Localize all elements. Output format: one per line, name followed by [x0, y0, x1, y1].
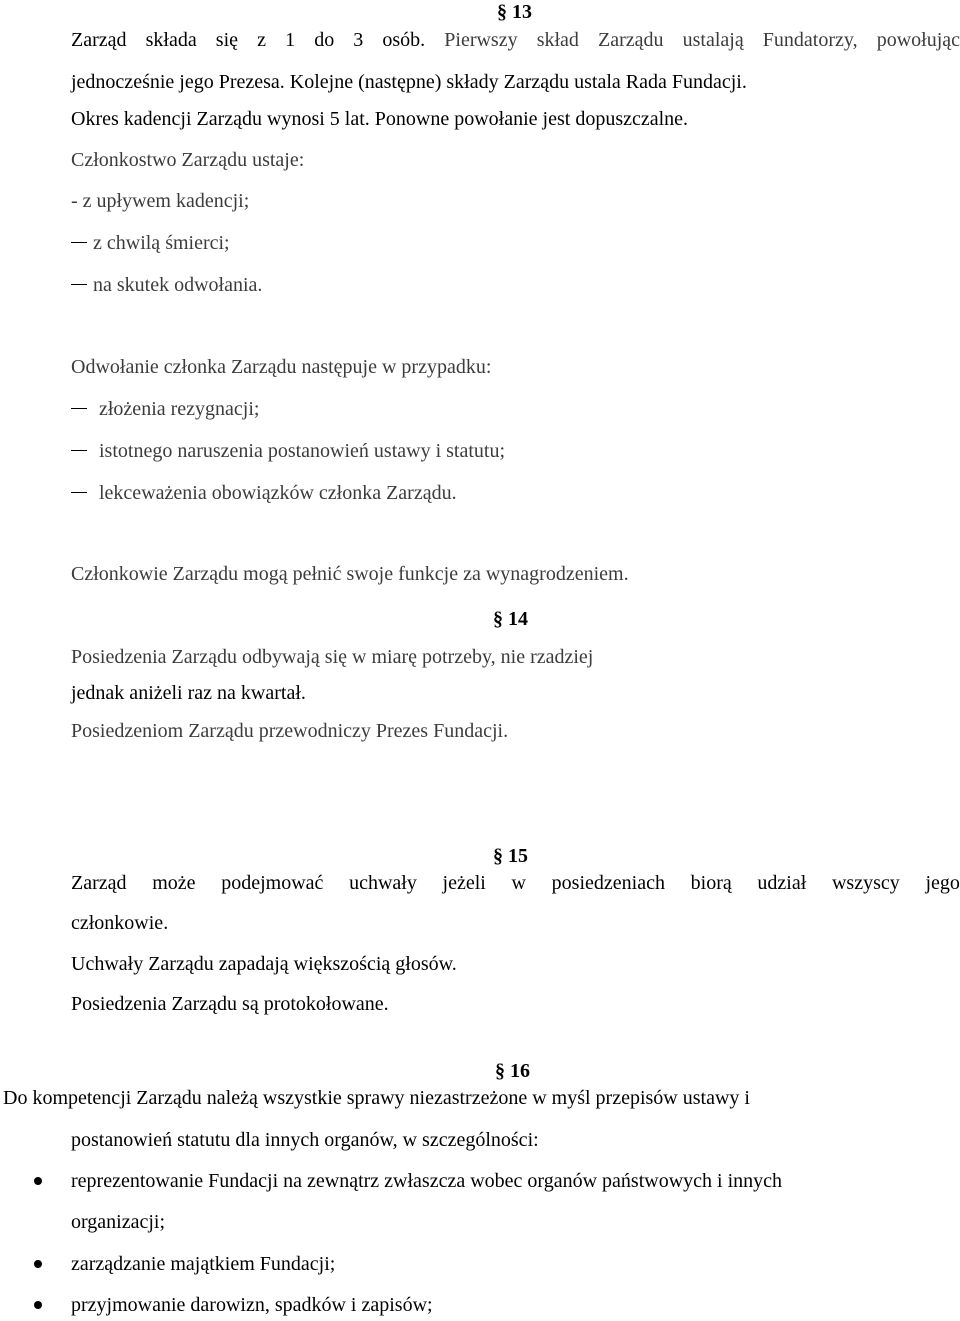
word: Pierwszy: [444, 29, 518, 51]
section-13-line-4: Członkostwo Zarządu ustaje:: [71, 149, 305, 171]
bullet-item-donations: przyjmowanie darowizn, spadków i zapisów;: [71, 1294, 433, 1316]
word: osób.: [382, 29, 426, 51]
word: z: [257, 29, 266, 51]
bullet-item-representation: reprezentowanie Fundacji na zewnątrz zwłaszcza wobec organów państwowych i innych: [71, 1170, 783, 1192]
section-13-line-1: [71, 28, 960, 52]
word: biorą: [690, 872, 732, 894]
section-14-line-1: Posiedzenia Zarządu odbywają się w miarę potrzeby, nie rzadziej: [71, 646, 594, 668]
word: powołując: [876, 29, 960, 51]
section-15-heading: § 15: [493, 845, 528, 867]
section-15-line-2: członkowie.: [71, 912, 169, 934]
section-16-line-1: Do kompetencji Zarządu należą wszystkie sprawy niezastrzeżone w myśl przepisów ustawy i: [3, 1087, 750, 1109]
word: ustalają: [682, 29, 744, 51]
bullet-item-representation-cont: organizacji;: [71, 1211, 166, 1233]
section-15-line-1: [71, 871, 960, 895]
section-16-line-2: postanowień statutu dla innych organów, w szczególności:: [71, 1129, 539, 1151]
word: do: [314, 29, 335, 51]
word: wszyscy: [831, 872, 900, 894]
word: 1: [285, 29, 296, 51]
section-15-line-4: Posiedzenia Zarządu są protokołowane.: [71, 993, 389, 1015]
dash-marker: [71, 492, 87, 493]
word: 3: [353, 29, 364, 51]
section-13-line-5: Odwołanie członka Zarządu następuje w przypadku:: [71, 356, 492, 378]
word: podejmować: [221, 872, 324, 894]
word: Fundatorzy,: [762, 29, 858, 51]
section-13-line-3: Okres kadencji Zarządu wynosi 5 lat. Ponowne powołanie jest dopuszczalne.: [71, 108, 689, 130]
section-14-line-2: jednak aniżeli raz na kwartał.: [71, 682, 306, 704]
bullet-marker: [34, 1260, 42, 1268]
word: udział: [757, 872, 807, 894]
section-13-heading: § 13: [497, 1, 532, 23]
word: się: [215, 29, 239, 51]
section-14-line-3: Posiedzeniom Zarządu przewodniczy Prezes Fundacji.: [71, 720, 509, 742]
dash-marker: [71, 284, 87, 285]
word: jego: [925, 872, 960, 894]
list-item-term-end: - z upływem kadencji;: [71, 190, 250, 212]
dash-marker: [71, 450, 87, 451]
bullet-item-asset-management: zarządzanie majątkiem Fundacji;: [71, 1253, 336, 1275]
bullet-marker: [34, 1301, 42, 1309]
list-item-dismissal: na skutek odwołania.: [93, 274, 263, 296]
list-item-breach: istotnego naruszenia postanowień ustawy i statutu;: [99, 440, 506, 462]
word: skład: [536, 29, 579, 51]
section-16-heading: § 16: [495, 1060, 530, 1082]
word: w: [511, 872, 526, 894]
section-13-line-6: Członkowie Zarządu mogą pełnić swoje funkcje za wynagrodzeniem.: [71, 563, 629, 585]
word: Zarząd: [71, 29, 127, 51]
bullet-marker: [34, 1177, 42, 1185]
list-item-death: z chwilą śmierci;: [93, 232, 230, 254]
word: może: [152, 872, 196, 894]
word: posiedzeniach: [551, 872, 665, 894]
word: jeżeli: [442, 872, 486, 894]
dash-marker: [71, 408, 87, 409]
section-14-heading: § 14: [493, 608, 528, 630]
word: Zarządu: [598, 29, 664, 51]
list-item-resignation: złożenia rezygnacji;: [99, 398, 260, 420]
word: uchwały: [349, 872, 417, 894]
section-15-line-3: Uchwały Zarządu zapadają większością głosów.: [71, 953, 457, 975]
section-13-line-2: jednocześnie jego Prezesa. Kolejne (następne) składy Zarządu ustala Rada Fundacji.: [71, 71, 747, 93]
list-item-neglect: lekceważenia obowiązków członka Zarządu.: [99, 482, 457, 504]
word: składa: [145, 29, 197, 51]
word: Zarząd: [71, 872, 127, 894]
dash-marker: [71, 242, 87, 243]
